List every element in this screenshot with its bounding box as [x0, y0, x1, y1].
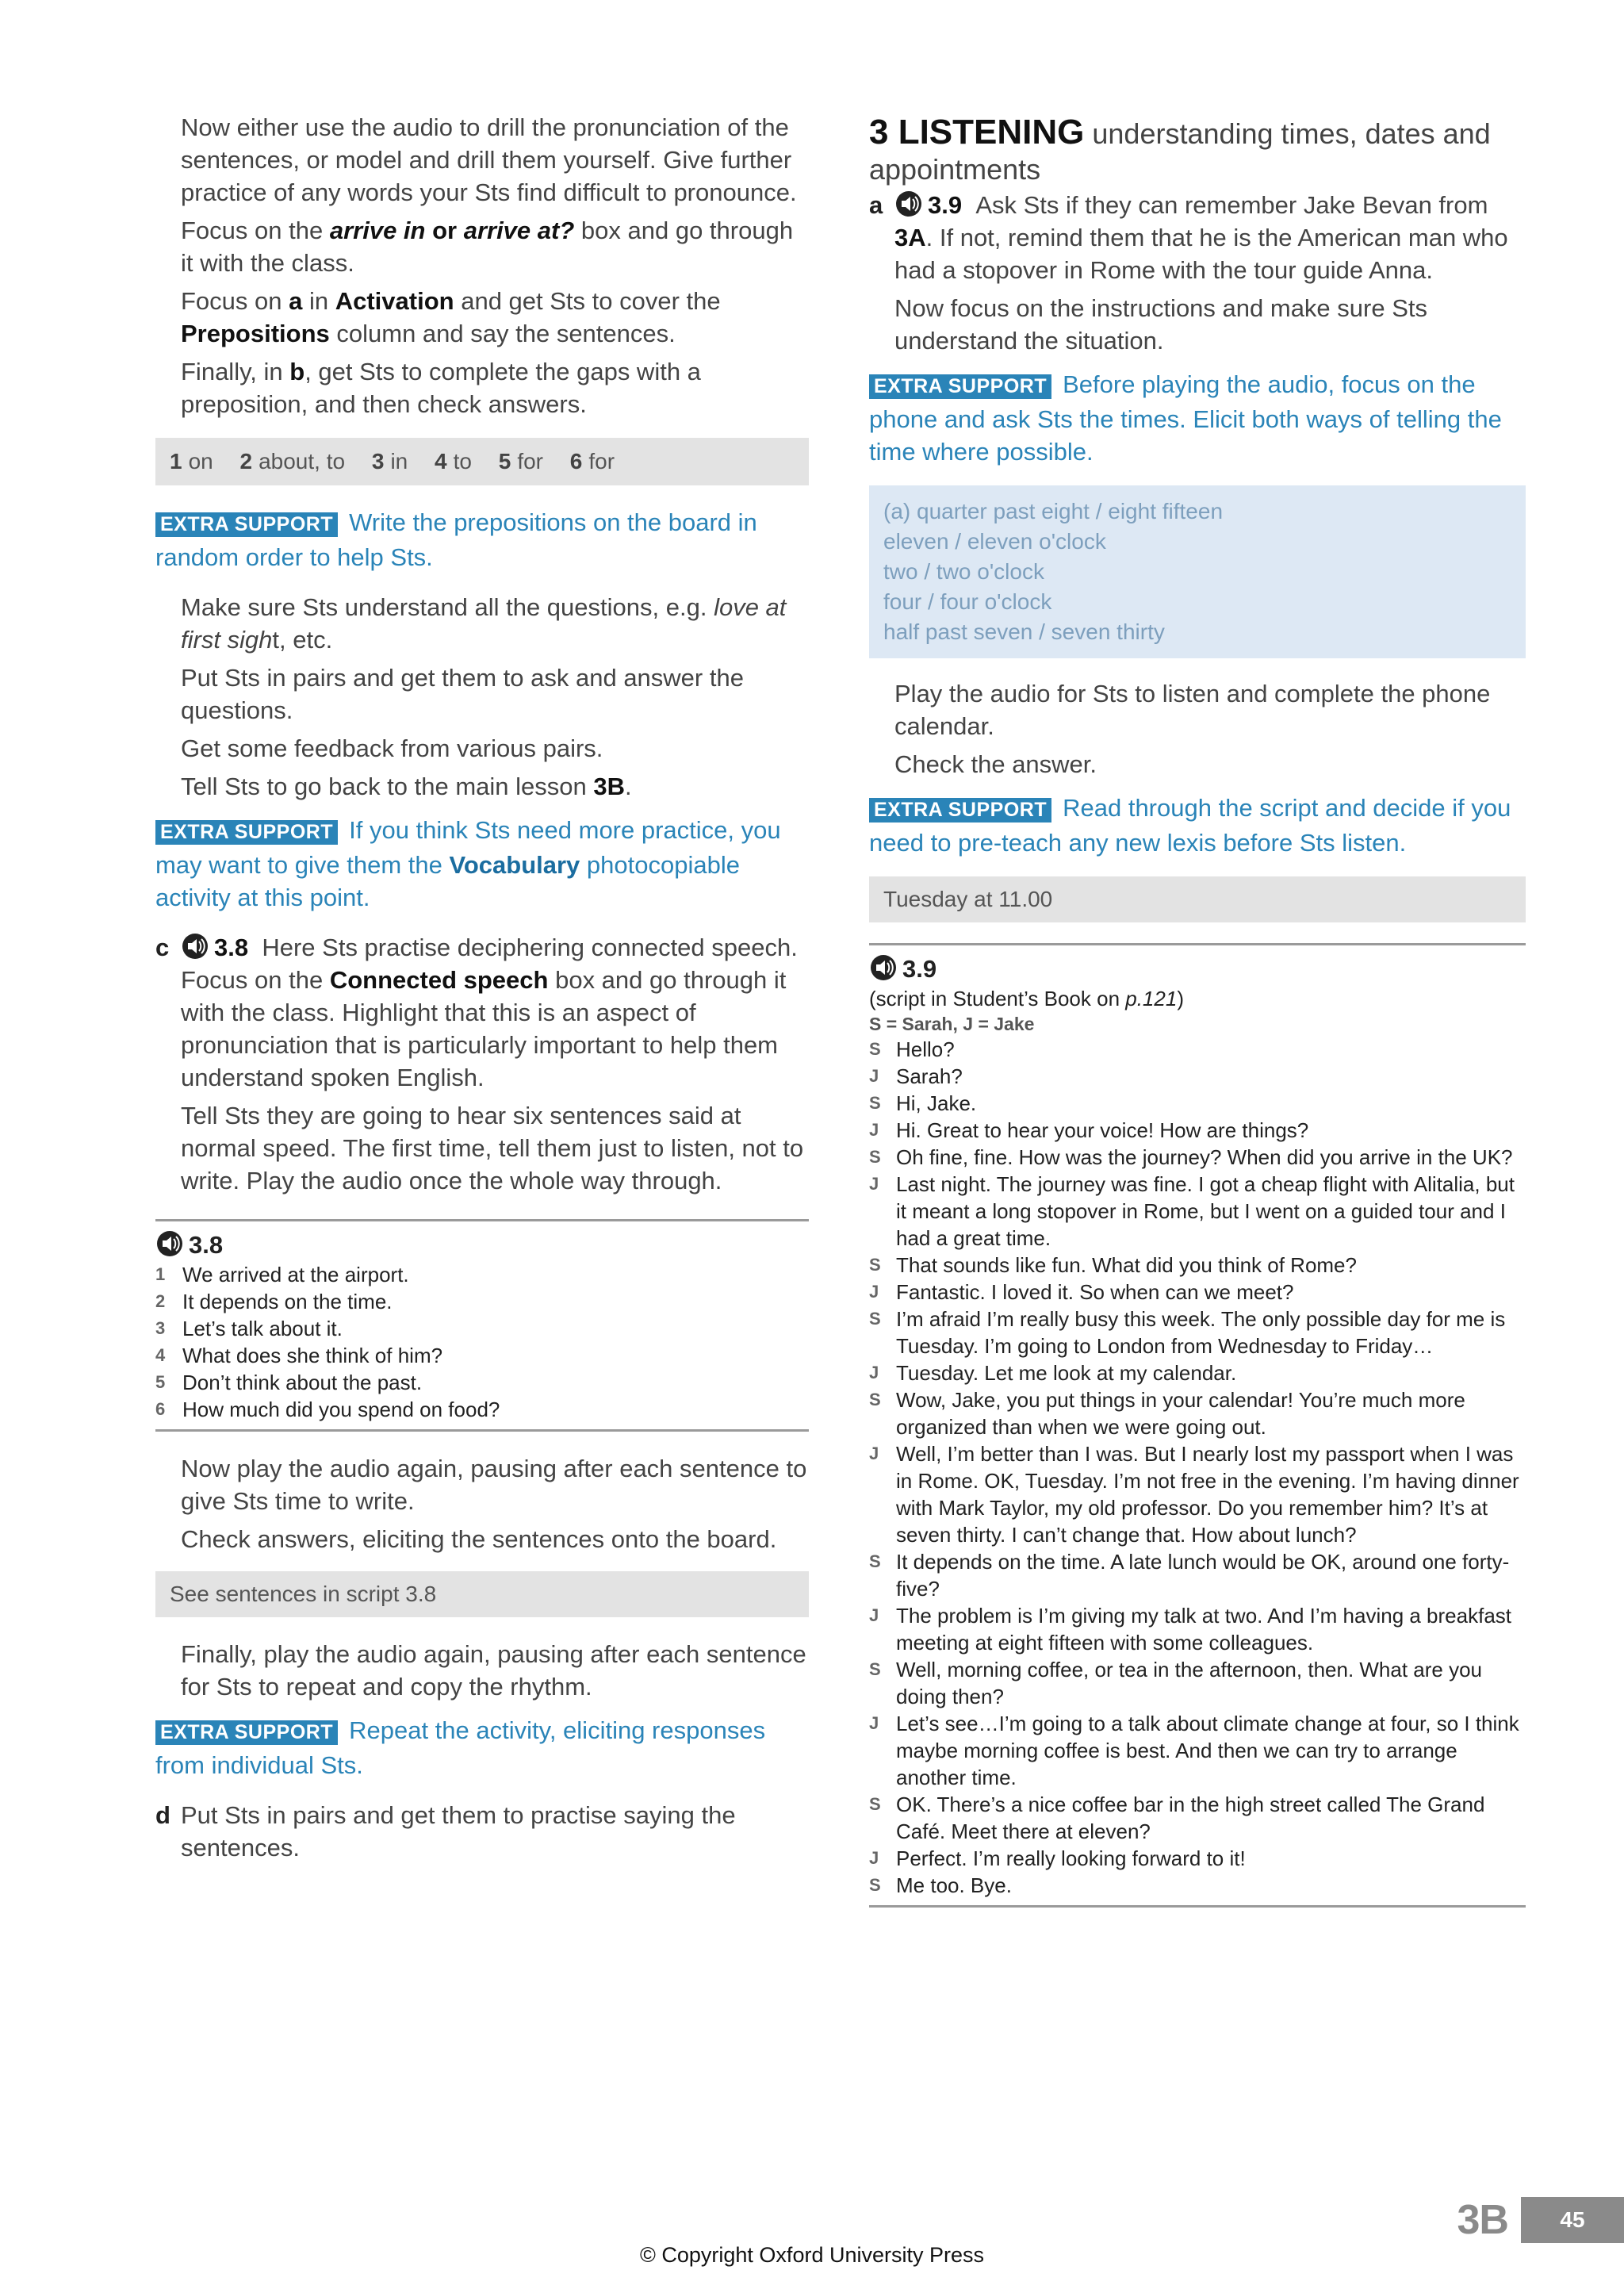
paragraph: Now either use the audio to drill the pronunciation of the sentences, or model and drill them yourself. Give further practice of any words your Sts find difficult to pronounce.: [181, 113, 797, 206]
answer-key: See sentences in script 3.8: [155, 1571, 809, 1617]
audio-icon: [894, 190, 923, 218]
speaker-label: S: [869, 1255, 881, 1275]
copyright: © Copyright Oxford University Press: [639, 2243, 985, 2267]
extra-support-text: Before playing the audio, focus on the phone and ask Sts the times. Elicit both ways of telling the time where possible.: [869, 370, 1502, 466]
script-line: 6 How much did you spend on food?: [155, 1398, 500, 1421]
time-line: eleven / eleven o'clock: [883, 529, 1106, 554]
dialogue-text: Last night. The journey was fine. I got a cheap flight with Alitalia, but it meant a long stopover in Rome, but I went on a guided tour and I had a great time.: [896, 1172, 1515, 1250]
dialogue-text: Fantastic. I loved it. So when can we meet?: [896, 1280, 1294, 1304]
time-line: two / two o'clock: [883, 559, 1044, 584]
answer-text: for: [517, 449, 543, 474]
audio-icon: [869, 953, 898, 982]
dialogue-text: Hi. Great to hear your voice! How are things?: [896, 1118, 1309, 1142]
dialogue-text: Well, I’m better than I was. But I nearly lost my passport when I was in Rome. OK, Tuesday. I’m not free in the evening. I’m having dinner with Mark Taylor, my old professor. Do you remember him? It’s at seven thirty. I can’t change that. How about lunch?: [896, 1442, 1519, 1547]
dialogue-line: [869, 1386, 1526, 1440]
speaker-label: J: [869, 1363, 879, 1382]
time-line: four / four o'clock: [883, 589, 1052, 614]
extra-support-tag: EXTRA SUPPORT: [869, 374, 1051, 399]
speaker-label: S: [869, 1875, 881, 1895]
answer-text: on: [188, 449, 213, 474]
script-line: 4 What does she think of him?: [155, 1344, 443, 1367]
paragraph: Tell Sts to go back to the main lesson 3B.: [181, 773, 632, 800]
dialogue-text: I’m afraid I’m really busy this week. The only possible day for me is Tuesday. I’m going to London from Wednesday to Friday…: [896, 1307, 1506, 1358]
times-answer-box: [869, 485, 1526, 658]
speaker-label: J: [869, 1120, 879, 1140]
dialogue-line: [869, 1872, 1526, 1899]
dialogue-line: [869, 1063, 1526, 1090]
speaker-label: S: [869, 1147, 881, 1167]
extra-support-note: [155, 1714, 809, 1781]
extra-support-text: Write the prepositions on the board in random order to help Sts.: [155, 508, 757, 571]
paragraph: Check answers, eliciting the sentences onto the board.: [181, 1525, 777, 1553]
answer-number: 3: [371, 449, 385, 474]
speaker-label: S: [869, 1093, 881, 1113]
answer-number: 2: [239, 449, 253, 474]
paragraph: Now play the audio again, pausing after each sentence to give Sts time to write.: [181, 1455, 807, 1515]
speaker-label: J: [869, 1444, 879, 1463]
exercise-a: a 3.9 Ask Sts if they can remember Jake Bevan from 3A. If not, remind them that he is the American man who had a stopover in Rome with the tour guide Anna.: [869, 189, 1526, 286]
answer-key: Tuesday at 11.00: [869, 876, 1526, 922]
dialogue-text: Well, morning coffee, or tea in the afternoon, then. What are you doing then?: [896, 1658, 1483, 1708]
script-title: 3.9: [869, 953, 1526, 985]
right-column: [869, 111, 1526, 1908]
audio-icon: [181, 932, 209, 961]
audio-icon: [155, 1229, 184, 1258]
extra-support-tag: EXTRA SUPPORT: [155, 1720, 338, 1745]
dialogue-line: [869, 1440, 1526, 1548]
dialogue-text: Perfect. I’m really looking forward to it!: [896, 1846, 1246, 1870]
dialogue-text: Tuesday. Let me look at my calendar.: [896, 1361, 1237, 1385]
paragraph: Finally, play the audio again, pausing after each sentence for Sts to repeat and copy the rhythm.: [181, 1640, 806, 1701]
extra-support-note: EXTRA SUPPORT If you think Sts need more practice, you may want to give them the Vocabulary photocopiable activity at this point.: [155, 816, 781, 911]
answer-key: [155, 438, 809, 485]
extra-support-note: [155, 506, 809, 573]
dialogue-line: [869, 1656, 1526, 1710]
answer-text: about, to: [259, 449, 346, 474]
extra-support-tag: EXTRA SUPPORT: [869, 798, 1051, 822]
dialogue-text: Wow, Jake, you put things in your calendar! You’re much more organized than when we were going out.: [896, 1388, 1465, 1439]
extra-support-text: Repeat the activity, eliciting responses from individual Sts.: [155, 1716, 766, 1779]
dialogue-text: OK. There’s a nice coffee bar in the high street called The Grand Café. Meet there at eleven?: [896, 1793, 1485, 1843]
dialogue-line: [869, 1548, 1526, 1602]
speaker-label: J: [869, 1066, 879, 1086]
dialogue-text: Me too. Bye.: [896, 1873, 1012, 1897]
speaker-label: S: [869, 1039, 881, 1059]
answer-text: in: [390, 449, 408, 474]
dialogue-text: Let’s see…I’m going to a talk about climate change at four, so I think maybe morning coffee is best. And then we can try to arrange another time.: [896, 1712, 1519, 1789]
script-line: 5 Don’t think about the past.: [155, 1371, 423, 1394]
answer-text: to: [453, 449, 472, 474]
speaker-key: S = Sarah, J = Jake: [869, 1014, 1035, 1034]
paragraph: Put Sts in pairs and get them to ask and answer the questions.: [181, 664, 744, 724]
paragraph: Focus on the arrive in or arrive at? box and go through it with the class.: [181, 217, 794, 277]
extra-support-tag: EXTRA SUPPORT: [155, 512, 338, 537]
speaker-label: S: [869, 1794, 881, 1814]
dialogue-line: [869, 1036, 1526, 1063]
track-number: 3.8: [214, 934, 249, 961]
dialogue-text: That sounds like fun. What did you think of Rome?: [896, 1253, 1357, 1277]
extra-support-text: Read through the script and decide if you need to pre-teach any new lexis before Sts listen.: [869, 794, 1511, 857]
extra-support-tag: EXTRA SUPPORT: [155, 820, 338, 845]
answer-number: 6: [569, 449, 583, 474]
extra-support-note: [869, 368, 1526, 468]
dialogue-line: [869, 1090, 1526, 1117]
unit-code: 3B: [1457, 2197, 1508, 2243]
extra-support-note: [869, 792, 1526, 859]
dialogue-line: [869, 1252, 1526, 1279]
exercise-c: c 3.8 Here Sts practise deciphering connected speech. Focus on the Connected speech box and go through it with the class. Highlight that this is an aspect of pronunciation that is particularly important to help them understand spoken English.: [155, 931, 809, 1094]
dialogue-line: [869, 1144, 1526, 1171]
answer-number: 5: [498, 449, 511, 474]
page-footer-tab: [1457, 2197, 1624, 2243]
paragraph: Make sure Sts understand all the questions, e.g. love at first sight, etc.: [181, 593, 787, 654]
speaker-label: J: [869, 1174, 879, 1194]
answer-number: 4: [435, 449, 447, 474]
exercise-label: c: [155, 934, 170, 961]
time-line: half past seven / seven thirty: [883, 619, 1165, 644]
speaker-label: J: [869, 1282, 879, 1302]
left-column: [155, 111, 809, 1869]
answer-number: 1: [170, 449, 182, 474]
paragraph: Finally, in b, get Sts to complete the gaps with a preposition, and then check answers.: [181, 358, 701, 418]
dialogue-line: [869, 1171, 1526, 1252]
exercise-label: a: [869, 191, 883, 219]
dialogue-line: [869, 1279, 1526, 1306]
dialogue-line: [869, 1602, 1526, 1656]
speaker-label: S: [869, 1551, 881, 1571]
dialogue-line: [869, 1845, 1526, 1872]
speaker-label: J: [869, 1713, 879, 1733]
exercise-label: d: [155, 1801, 170, 1829]
speaker-label: J: [869, 1848, 879, 1868]
dialogue-line: [869, 1306, 1526, 1359]
script-note: (script in Student’s Book on p.121): [869, 987, 1184, 1010]
section-heading: 3 LISTENING understanding times, dates and appointments: [869, 113, 1491, 186]
paragraph: Check the answer.: [894, 750, 1097, 778]
paragraph: Focus on a in Activation and get Sts to cover the Prepositions column and say the sentences.: [181, 287, 721, 347]
paragraph: Get some feedback from various pairs.: [181, 734, 603, 762]
page-number: 45: [1521, 2197, 1624, 2243]
paragraph: Play the audio for Sts to listen and complete the phone calendar.: [894, 680, 1491, 740]
speaker-label: S: [869, 1390, 881, 1409]
dialogue-text: Sarah?: [896, 1064, 963, 1088]
dialogue-line: [869, 1117, 1526, 1144]
script-line: 2 It depends on the time.: [155, 1290, 393, 1313]
dialogue-text: Hi, Jake.: [896, 1091, 977, 1115]
dialogue-text: The problem is I’m giving my talk at two. And I’m having a breakfast meeting at eight fifteen with some colleagues.: [896, 1604, 1512, 1655]
dialogue-line: [869, 1359, 1526, 1386]
track-number: 3.9: [928, 191, 963, 219]
dialogue-line: [869, 1791, 1526, 1845]
dialogue: [869, 1036, 1526, 1899]
paragraph: Now focus on the instructions and make sure Sts understand the situation.: [894, 294, 1427, 355]
dialogue-line: [869, 1710, 1526, 1791]
answer-text: for: [588, 449, 615, 474]
dialogue-text: Oh fine, fine. How was the journey? When did you arrive in the UK?: [896, 1145, 1513, 1169]
dialogue-text: Hello?: [896, 1037, 955, 1061]
script-3-8: [155, 1219, 809, 1432]
paragraph: Tell Sts they are going to hear six sentences said at normal speed. The first time, tell them just to listen, not to write. Play the audio once the whole way through.: [181, 1102, 804, 1194]
exercise-d: d Put Sts in pairs and get them to practise saying the sentences.: [155, 1799, 809, 1864]
script-3-9: [869, 943, 1526, 1908]
script-title: 3.8: [155, 1229, 809, 1261]
speaker-label: J: [869, 1605, 879, 1625]
script-line: 1 We arrived at the airport.: [155, 1263, 409, 1286]
dialogue-text: It depends on the time. A late lunch would be OK, around one forty-five?: [896, 1550, 1510, 1601]
time-line: (a) quarter past eight / eight fifteen: [883, 499, 1224, 523]
speaker-label: S: [869, 1309, 881, 1329]
speaker-label: S: [869, 1659, 881, 1679]
script-line: 3 Let’s talk about it.: [155, 1317, 343, 1340]
